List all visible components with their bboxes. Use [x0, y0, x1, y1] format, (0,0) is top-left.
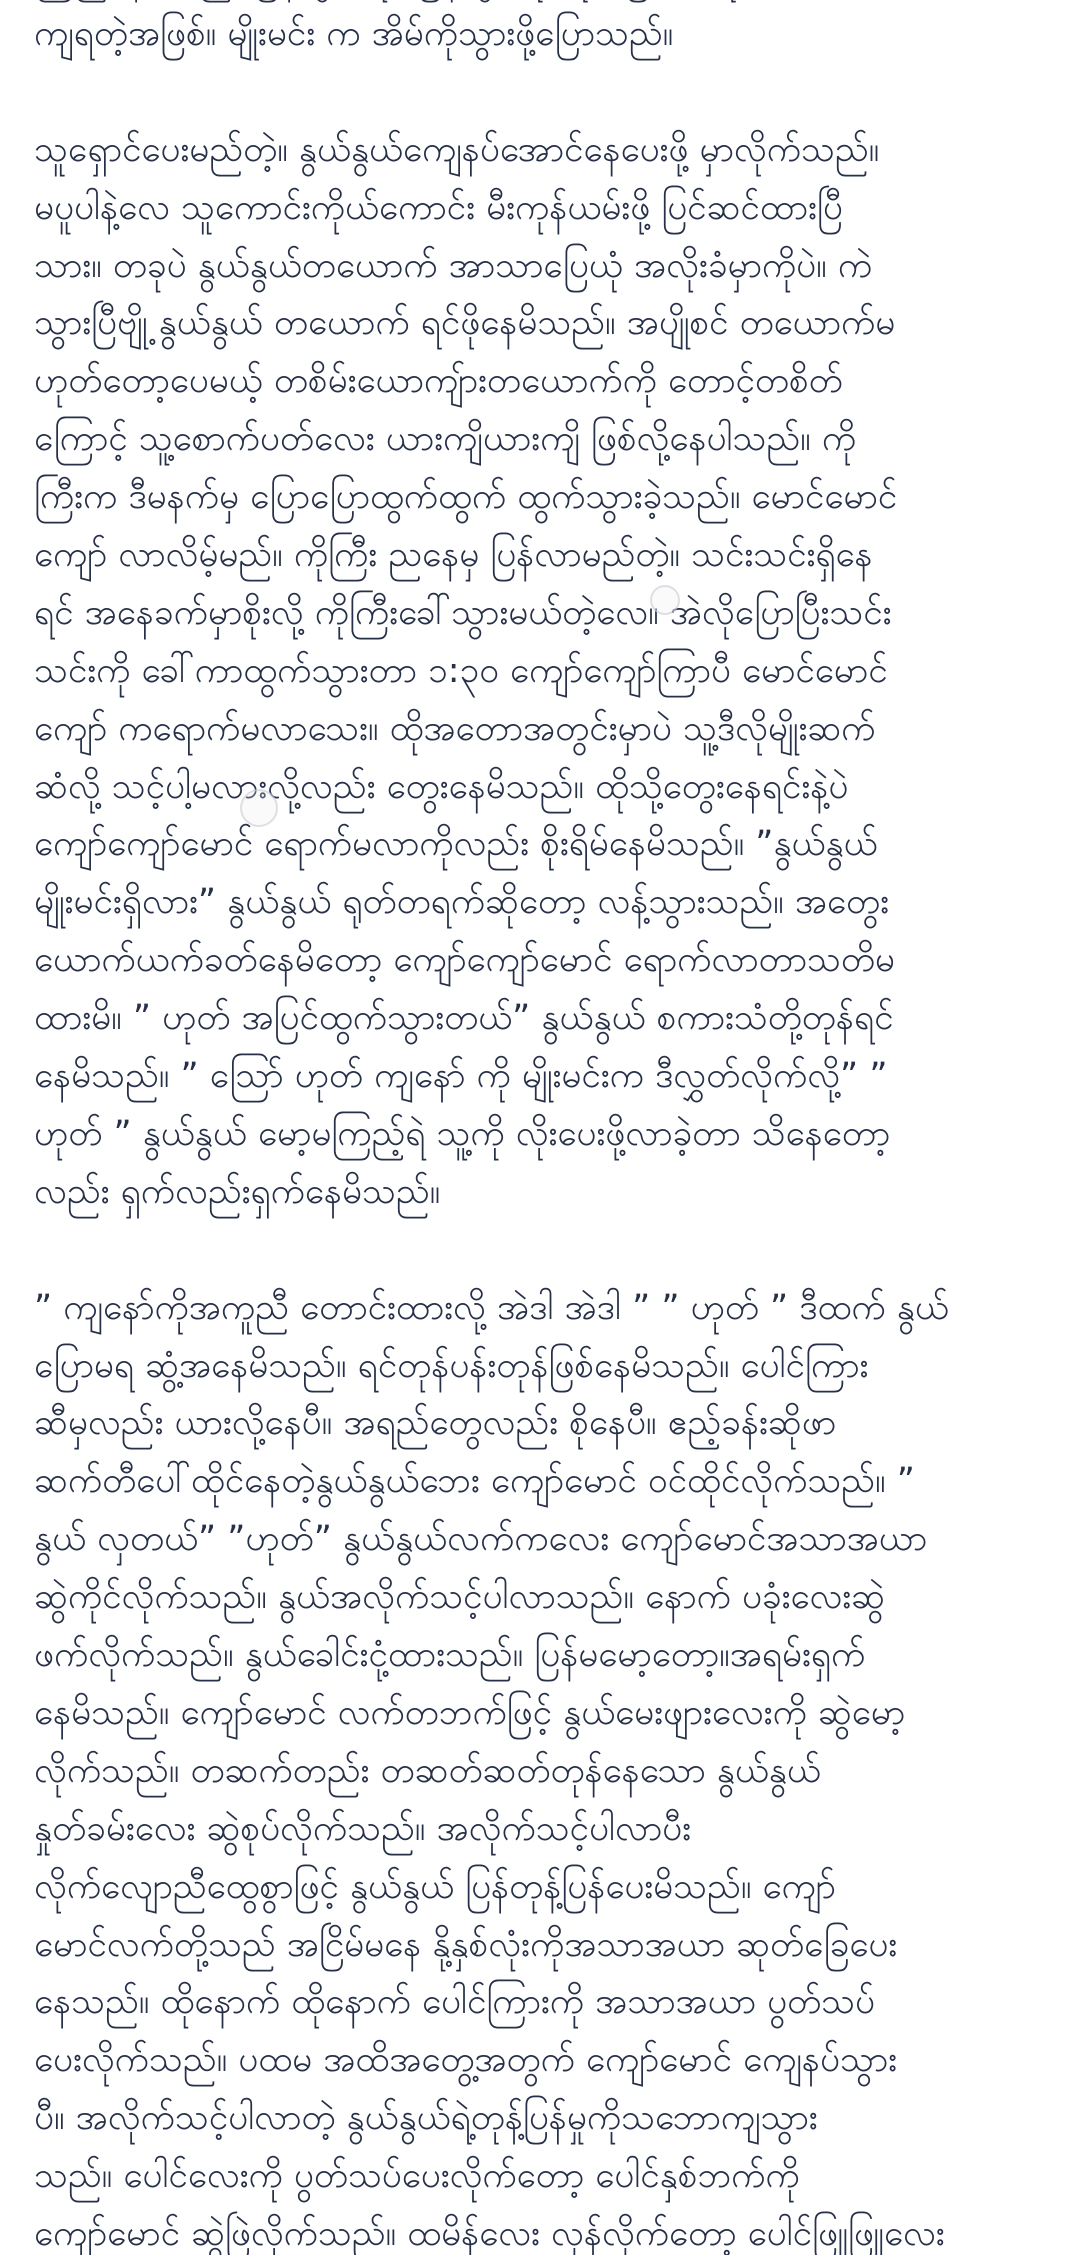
text-line: ကြီးက ဒီမနက်မှ ပြောပြောထွက်ထွက် ထွက်သွားခဲ့သည်။ မောင်မောင် — [34, 477, 898, 518]
text-line: ကျော် ကရောက်မလာသေး။ ထိုအတောအတွင်းမှာပဲ သူ့ဒီလိုမျိုးဆက် — [34, 708, 876, 749]
text-line: ဆက်တီပေါ်ထိုင်နေတဲ့နွယ်နွယ်ဘေး ကျော်မောင် ဝင်ထိုင်လိုက်သည်။ ” — [34, 1461, 915, 1502]
text-line: ကြောင့် သူ့စောက်ပတ်လေး ယားကျိယားကျိ ဖြစ်လို့နေပါသည်။ ကို — [34, 419, 857, 460]
text-line: နွယ် လှတယ်” ”ဟုတ်” နွယ်နွယ်လက်ကလေး ကျော်မောင်အသာအယာ — [34, 1519, 928, 1560]
text-line: ” ကျနော်ကိုအကူညီ တောင်းထားလို့ အဲဒါ အဲဒါ ” ” ဟုတ် ” ဒီထက် နွယ် — [34, 1287, 949, 1328]
text-line: မျိုးမင်းရှိလား” နွယ်နွယ် ရုတ်တရက်ဆိုတော့ လန့်သွားသည်။ အတွေး — [34, 882, 889, 923]
text-line: နှုတ်ခမ်းလေး ဆွဲစုပ်လိုက်သည်။ အလိုက်သင့်ပါလာပီး — [34, 1808, 692, 1849]
text-line: လိုက်သည်။ တဆက်တည်း တဆတ်ဆတ်တုန်နေသော နွယ်နွယ် — [34, 1750, 821, 1791]
text-line: လိုက်လျောညီထွေစွာဖြင့် နွယ်နွယ် ပြန်တုန့်ပြန်ပေးမိသည်။ ကျော် — [34, 1866, 836, 1907]
text-line: မပူပါနဲ့လေ သူကောင်းကိုယ်ကောင်း မီးကုန်ယမ်းဖို့ ပြင်ဆင်ထားပြီ — [34, 187, 843, 228]
text-line: ဖက်လိုက်သည်။ နွယ်ခေါင်းငုံ့ထားသည်။ ပြန်မမော့တော့။အရမ်းရှက် — [34, 1635, 866, 1676]
text-line: မောင်လက်တို့သည် အငြိမ်မနေ နို့နှစ်လုံးကိုအသာအယာ ဆုတ်ခြေပေး — [34, 1924, 898, 1965]
text-line: ထားမိ။ ” ဟုတ် အပြင်ထွက်သွားတယ်” နွယ်နွယ် စကားသံတို့တုန်ရင် — [34, 998, 894, 1039]
text-line: နေမိသည်။ ” ဩော် ဟုတ် ကျနော် ကို မျိုးမင်းက ဒီလွှတ်လိုက်လို့” ” — [34, 1056, 888, 1097]
text-line: ဟုတ် ” နွယ်နွယ် မော့မကြည့်ရဲ သူ့ကို လိုးပေးဖို့လာခဲ့တာ သိနေတော့ — [34, 1113, 891, 1154]
text-line: သား။ တခုပဲ နွယ်နွယ်တယောက် အာသာပြေယုံ အလိုးခံမှာကိုပဲ။ ကဲ — [34, 245, 873, 286]
text-line: ယောက်ယက်ခတ်နေမိတော့ ကျော်ကျော်မောင် ရောက်လာတာသတိမ — [34, 940, 895, 981]
text-line: ကျရတဲ့အဖြစ်။ မျိုးမင်း က အိမ်ကိုသွားဖို့ပြောသည်။ — [34, 13, 674, 54]
text-line: ဆွဲကိုင်လိုက်သည်။ နွယ်အလိုက်သင့်ပါလာသည်။ နောက် ပခုံးလေးဆွဲ — [34, 1577, 886, 1618]
touch-indicator — [240, 789, 278, 827]
touch-indicator — [650, 585, 680, 615]
text-line: ပေးလိုက်သည်။ ပထမ အထိအတွေ့အတွက် ကျော်မောင် ကျေနပ်သွား — [34, 2040, 898, 2081]
text-line: ဟုတ်တော့ပေမယ့် တစိမ်းယောကျ်ားတယောက်ကို တောင့်တစိတ် — [34, 361, 843, 402]
text-line: နေသည်။ ထိုနောက် ထိုနောက် ပေါင်ကြားကို အသာအယာ ပွတ်သပ် — [34, 1982, 875, 2023]
text-line: သည်။ ပေါင်လေးကို ပွတ်သပ်ပေးလိုက်တော့ ပေါင်နှစ်ဘက်ကို — [34, 2156, 800, 2197]
text-line: သူရှောင်ပေးမည်တဲ့။ နွယ်နွယ်ကျေနပ်အောင်နေပေးဖို့ မှာလိုက်သည်။ — [34, 129, 880, 170]
text-line: ကျော်မောင် ဆွဲဖြဲလိုက်သည်။ ထမိန်လေး လှန်လိုက်တော့ ပေါင်ဖြူဖြူလေး — [34, 2213, 945, 2254]
text-line: ပီ။ အလိုက်သင့်ပါလာတဲ့ နွယ်နွယ်ရဲ့တုန့်ပြန်မှုကိုသဘောကျသွား — [34, 2098, 818, 2139]
text-line: သင်းကို ခေါ်ကာထွက်သွားတာ ၁:၃၀ ကျော်ကျော်ကြာပီ မောင်မောင် — [34, 650, 888, 691]
text-line: နေမိသည်။ ကျော်မောင် လက်တဘက်ဖြင့် နွယ်မေးဖျားလေးကို ဆွဲမော့ — [34, 1692, 906, 1733]
text-line: ရင် အနေခက်မှာစိုးလို့ ကိုကြီးခေါ်သွားမယ်တဲ့လေ။ အဲလိုပြောပြီးသင်း — [34, 592, 892, 633]
story-paragraph — [34, 1280, 1046, 2255]
text-line: ကျော် လာလိမ့်မည်။ ကိုကြီး ညနေမှ ပြန်လာမည်တဲ့။ သင်းသင်းရှိနေ — [34, 535, 873, 576]
text-line: သွားပြီဗျို့ နွယ်နွယ် တယောက် ရင်ဖိုနေမိသည်။ အပျိုစင် တယောက်မ — [34, 303, 896, 344]
text-line: လည်း ရှက်လည်းရှက်နေမိသည်။ — [34, 1171, 441, 1212]
text-line: ကျော်ကျော်မောင် ရောက်မလာကိုလည်း စိုးရိမ်နေမိသည်။ ”နွယ်နွယ် — [34, 824, 878, 865]
text-line: ဆံလို့ သင့်ပါ့မလားလို့လည်း တွေးနေမိသည်။ ထိုသို့တွေးနေရင်းနဲ့ပဲ — [34, 766, 849, 807]
story-paragraph — [34, 0, 1046, 64]
story-paragraph — [34, 122, 1046, 1222]
text-line: ဆီမှလည်း ယားလို့နေပီ။ အရည်တွေလည်း စိုနေပီ။ ဧည့်ခန်းဆိုဖာ — [34, 1403, 837, 1444]
text-line: ပြောမရ ဆွံ့အနေမိသည်။ ရင်တုန်ပန်းတုန်ဖြစ်နေမိသည်။ ပေါင်ကြား — [34, 1345, 869, 1386]
